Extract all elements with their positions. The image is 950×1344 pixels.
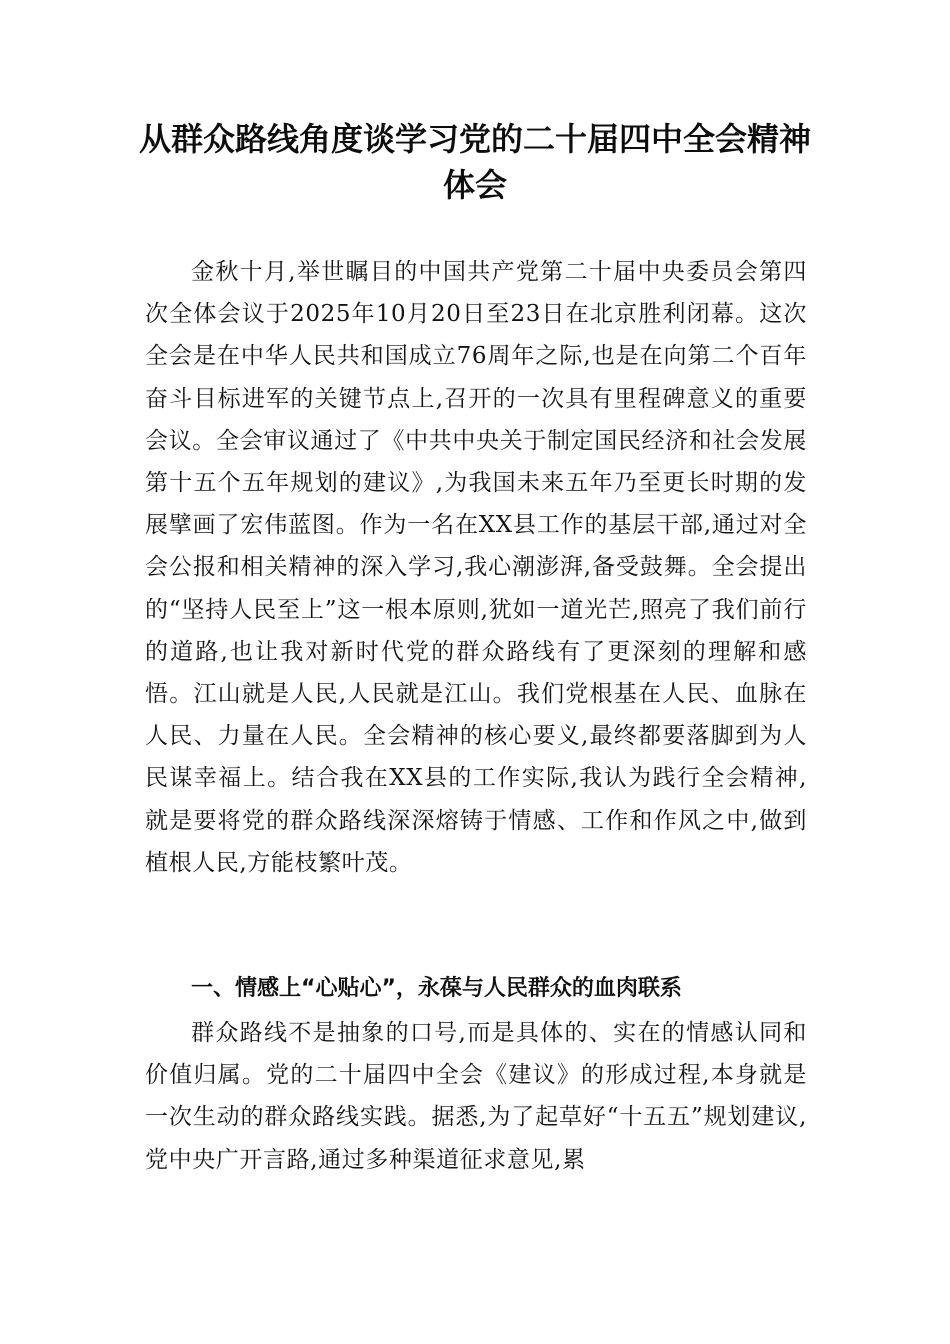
document-title: 从群众路线角度谈学习党的二十届四中全会精神体会 (138, 120, 811, 204)
section-paragraph: 群众路线不是抽象的口号,而是具体的、实在的情感认同和价值归属。党的二十届四中全会《建议》的形成过程,本身就是一次生动的群众路线实践。据悉,为了起草好“十五五”规划建议,党中央广开言路,通过多种渠道征求意见,累 (145, 1020, 807, 1173)
section-heading: 一、情感上“心贴心”，永葆与人民群众的血肉联系 (191, 976, 682, 1001)
intro-paragraph: 金秋十月,举世瞩目的中国共产党第二十届中央委员会第四次全体会议于2025年10月20日至23日在北京胜利闭幕。这次全会是在中华人民共和国成立76周年之际,也是在向第二个百年奋斗目标进军的关键节点上,召开的一次具有里程碑意义的重要会议。全会审议通过了《中共中央关于制定国民经济和社会发展第十五个五年规划的建议》,为我国未来五年乃至更长时期的发展擘画了宏伟蓝图。作为一名在XX县工作的基层干部,通过对全会公报和相关精神的深入学习,我心潮澎湃,备受鼓舞。全会提出的“坚持人民至上”这一根本原则,犹如一道光芒,照亮了我们前行的道路,也让我对新时代党的群众路线有了更深刻的理解和感悟。江山就是人民,人民就是江山。我们党根基在人民、血脉在人民、力量在人民。全会精神的核心要义,最终都要落脚到为人民谋幸福上。结合我在XX县的工作实际,我认为践行全会精神,就是要将党的群众路线深深熔铸于情感、工作和作风之中,做到植根人民,方能枝繁叶茂。 (145, 259, 807, 876)
